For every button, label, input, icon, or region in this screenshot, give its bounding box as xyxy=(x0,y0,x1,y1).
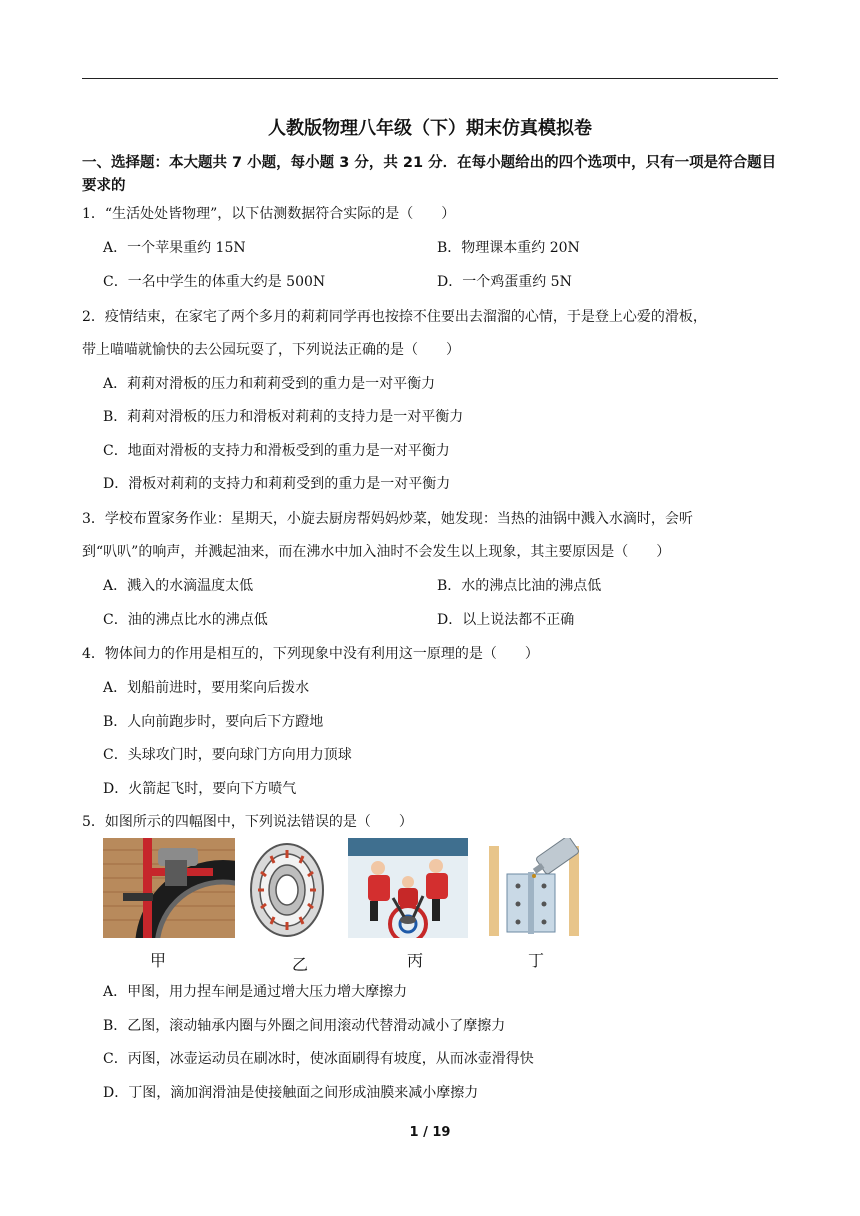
question-1-option-c: C．一名中学生的体重大约是 500N xyxy=(103,274,326,290)
question-5-option-b: B．乙图，滚动轴承内圈与外圈之间用滚动代替滑动减小了摩擦力 xyxy=(103,1018,506,1034)
section-heading: 一、选择题：本大题共 7 小题，每小题 3 分，共 21 分．在每小题给出的四个选项中，只有一项是符合题目要求的 xyxy=(82,155,777,194)
question-4-option-a: A．划船前进时，要用桨向后拨水 xyxy=(103,680,310,696)
question-3-option-d: D．以上说法都不正确 xyxy=(437,612,575,628)
question-1-option-a: A．一个苹果重约 15N xyxy=(103,240,246,256)
question-5-option-c: C．丙图，冰壶运动员在刷冰时，使冰面刷得有坡度，从而冰壶滑得快 xyxy=(103,1051,534,1067)
question-3-option-b: B．水的沸点比油的沸点低 xyxy=(437,578,602,594)
figure-caption-jia: 甲 xyxy=(150,951,167,970)
question-2-stem-line-2: 带上喵喵就愉快的去公园玩耍了，下列说法正确的是（ ） xyxy=(82,342,460,358)
header-rule xyxy=(82,78,778,79)
question-4-option-b: B．人向前跑步时，要向后下方蹬地 xyxy=(103,714,324,730)
question-4-stem: 4．物体间力的作用是相互的，下列现象中没有利用这一原理的是（ ） xyxy=(82,646,539,662)
question-2-option-b: B．莉莉对滑板的压力和滑板对莉莉的支持力是一对平衡力 xyxy=(103,409,464,425)
bicycle-brake-image xyxy=(103,838,235,938)
question-1-option-b: B．物理课本重约 20N xyxy=(437,240,580,256)
question-3-option-a: A．溅入的水滴温度太低 xyxy=(103,578,254,594)
question-2-option-a: A．莉莉对滑板的压力和莉莉受到的重力是一对平衡力 xyxy=(103,376,436,392)
question-3-option-c: C．油的沸点比水的沸点低 xyxy=(103,612,268,628)
roller-bearing-image xyxy=(245,838,325,938)
page-number: 1 / 19 xyxy=(409,1125,451,1140)
figure-caption-ding: 丁 xyxy=(528,951,545,970)
curling-image xyxy=(348,838,468,938)
question-1-option-d: D．一个鸡蛋重约 5N xyxy=(437,274,572,290)
question-4-option-d: D．火箭起飞时，要向下方喷气 xyxy=(103,781,297,797)
question-2-stem-line-1: 2．疫情结束，在家宅了两个多月的莉莉同学再也按捺不住要出去溜溜的心情，于是登上心爱的滑板， xyxy=(82,309,707,325)
question-5-option-d: D．丁图，滴加润滑油是使接触面之间形成油膜来减小摩擦力 xyxy=(103,1085,479,1101)
question-5-stem: 5．如图所示的四幅图中，下列说法错误的是（ ） xyxy=(82,814,413,830)
question-2-option-c: C．地面对滑板的支持力和滑板受到的重力是一对平衡力 xyxy=(103,443,450,459)
question-1-stem: 1．“生活处处皆物理”，以下估测数据符合实际的是（ ） xyxy=(82,206,456,222)
question-5-option-a: A．甲图，用力捏车闸是通过增大压力增大摩擦力 xyxy=(103,984,408,1000)
figure-caption-bing: 丙 xyxy=(407,951,424,970)
question-2-option-d: D．滑板对莉莉的支持力和莉莉受到的重力是一对平衡力 xyxy=(103,476,451,492)
hinge-oiling-image xyxy=(487,838,581,938)
question-3-stem-line-2: 到“叭叭”的响声，并溅起油来，而在沸水中加入油时不会发生以上现象，其主要原因是（ ） xyxy=(82,544,671,560)
page-title: 人教版物理八年级（下）期末仿真模拟卷 xyxy=(268,118,592,139)
figure-caption-yi: 乙 xyxy=(292,955,309,974)
question-4-option-c: C．头球攻门时，要向球门方向用力顶球 xyxy=(103,747,352,763)
question-3-stem-line-1: 3．学校布置家务作业：星期天，小旋去厨房帮妈妈炒菜，她发现：当热的油锅中溅入水滴时，会听 xyxy=(82,511,693,527)
